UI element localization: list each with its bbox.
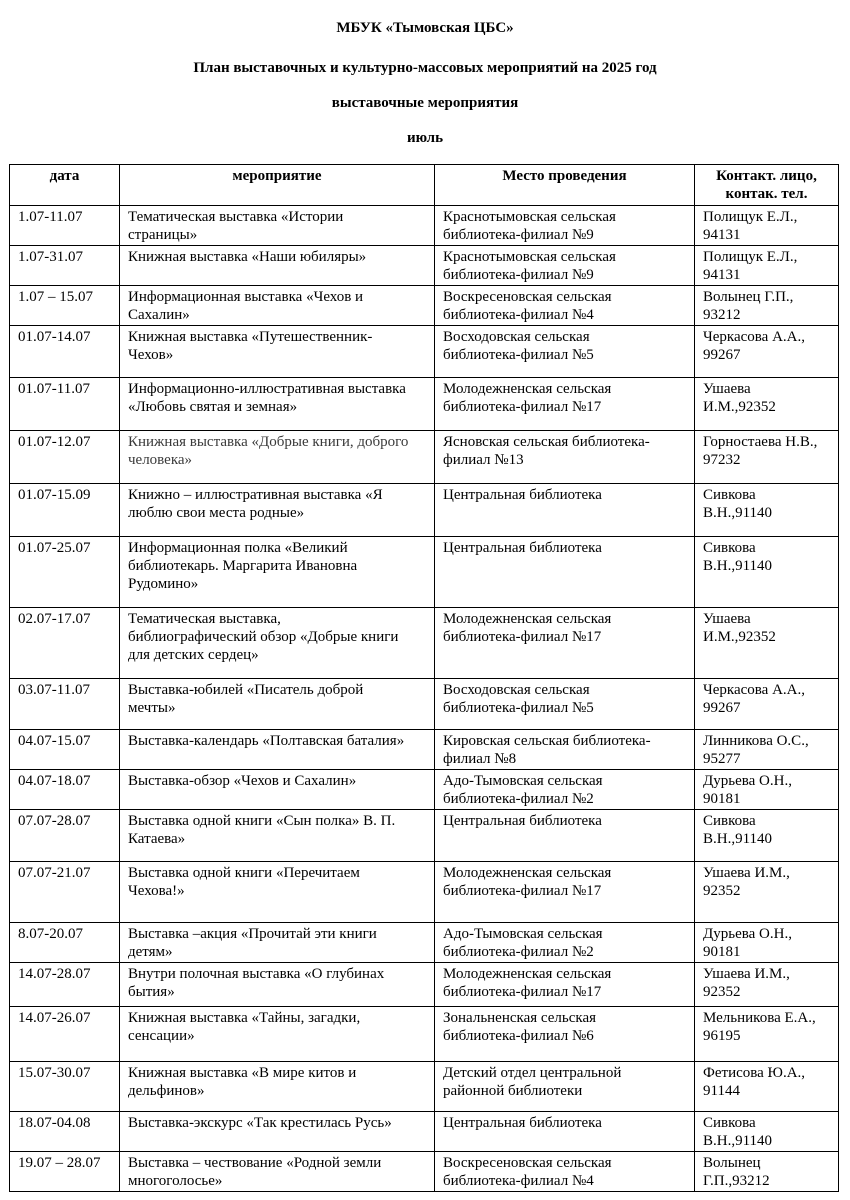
cell-contact: Черкасова А.А., 99267 <box>695 679 839 730</box>
table-row <box>10 246 839 286</box>
cell-event: Выставка –акция «Прочитай эти книги детям» <box>120 923 435 963</box>
cell-contact: Сивкова В.Н.,91140 <box>695 1112 839 1152</box>
cell-date: 19.07 – 28.07 <box>10 1152 120 1192</box>
cell-date: 01.07-15.09 <box>10 484 120 537</box>
cell-event: Информационная полка «Великий библиотекарь. Маргарита Ивановна Рудомино» <box>120 537 435 608</box>
cell-place: Центральная библиотека <box>435 484 695 537</box>
cell-place: Молодежненская сельская библиотека-филиал №17 <box>435 608 695 679</box>
column-header-event: мероприятие <box>120 165 435 206</box>
cell-place: Центральная библиотека <box>435 810 695 862</box>
cell-date: 01.07-12.07 <box>10 431 120 484</box>
table-row <box>10 1152 839 1192</box>
cell-date: 04.07-15.07 <box>10 730 120 770</box>
cell-date: 1.07 – 15.07 <box>10 286 120 326</box>
cell-place: Краснотымовская сельская библиотека-филиал №9 <box>435 206 695 246</box>
table-row <box>10 862 839 923</box>
cell-place: Молодежненская сельская библиотека-филиал №17 <box>435 963 695 1007</box>
table-row <box>10 537 839 608</box>
cell-event: Книжно – иллюстративная выставка «Я люблю свои места родные» <box>120 484 435 537</box>
cell-contact: Полищук Е.Л., 94131 <box>695 246 839 286</box>
cell-event: Книжная выставка «Добрые книги, доброго человека» <box>120 431 435 484</box>
plan-title: План выставочных и культурно-массовых мероприятий на 2025 год <box>193 60 657 76</box>
cell-contact: Сивкова В.Н.,91140 <box>695 810 839 862</box>
cell-place: Детский отдел центральной районной библиотеки <box>435 1062 695 1112</box>
cell-place: Адо-Тымовская сельская библиотека-филиал №2 <box>435 923 695 963</box>
cell-place: Восходовская сельская библиотека-филиал №5 <box>435 326 695 378</box>
month-title: июль <box>406 130 444 146</box>
table-row <box>10 1112 839 1152</box>
cell-contact: Черкасова А.А., 99267 <box>695 326 839 378</box>
cell-contact: Сивкова В.Н.,91140 <box>695 537 839 608</box>
cell-event: Внутри полочная выставка «О глубинах бытия» <box>120 963 435 1007</box>
cell-contact: Волынец Г.П.,93212 <box>695 1152 839 1192</box>
table-header-row <box>10 165 839 206</box>
column-header-place: Место проведения <box>435 165 695 206</box>
column-header-contact: Контакт. лицо, контак. тел. <box>695 165 839 206</box>
cell-contact: Дурьева О.Н., 90181 <box>695 923 839 963</box>
table-row <box>10 923 839 963</box>
table-row <box>10 206 839 246</box>
table-row <box>10 679 839 730</box>
cell-contact: Ушаева И.М.,92352 <box>695 378 839 431</box>
table-row <box>10 608 839 679</box>
cell-place: Ясновская сельская библиотека- филиал №13 <box>435 431 695 484</box>
cell-contact: Сивкова В.Н.,91140 <box>695 484 839 537</box>
cell-date: 1.07-11.07 <box>10 206 120 246</box>
cell-date: 8.07-20.07 <box>10 923 120 963</box>
cell-date: 1.07-31.07 <box>10 246 120 286</box>
organization-title: МБУК «Тымовская ЦБС» <box>336 20 514 36</box>
cell-date: 14.07-28.07 <box>10 963 120 1007</box>
table-row <box>10 326 839 378</box>
cell-place: Адо-Тымовская сельская библиотека-филиал №2 <box>435 770 695 810</box>
cell-place: Центральная библиотека <box>435 1112 695 1152</box>
cell-event: Книжная выставка «Наши юбиляры» <box>120 246 435 286</box>
cell-contact: Фетисова Ю.А., 91144 <box>695 1062 839 1112</box>
cell-contact: Линникова О.С., 95277 <box>695 730 839 770</box>
cell-event: Выставка одной книги «Перечитаем Чехова!» <box>120 862 435 923</box>
cell-event: Книжная выставка «В мире китов и дельфинов» <box>120 1062 435 1112</box>
cell-place: Центральная библиотека <box>435 537 695 608</box>
cell-date: 14.07-26.07 <box>10 1007 120 1062</box>
table-row <box>10 963 839 1007</box>
cell-date: 01.07-25.07 <box>10 537 120 608</box>
table-row <box>10 1007 839 1062</box>
cell-contact: Горностаева Н.В., 97232 <box>695 431 839 484</box>
table-row <box>10 431 839 484</box>
cell-event: Информационная выставка «Чехов и Сахалин» <box>120 286 435 326</box>
cell-event: Выставка одной книги «Сын полка» В. П. Катаева» <box>120 810 435 862</box>
cell-date: 02.07-17.07 <box>10 608 120 679</box>
cell-event: Информационно-иллюстративная выставка «Любовь святая и земная» <box>120 378 435 431</box>
cell-event: Выставка-календарь «Полтавская баталия» <box>120 730 435 770</box>
cell-event: Книжная выставка «Тайны, загадки, сенсации» <box>120 1007 435 1062</box>
cell-contact: Ушаева И.М., 92352 <box>695 963 839 1007</box>
cell-place: Воскресеновская сельская библиотека-филиал №4 <box>435 286 695 326</box>
cell-date: 07.07-21.07 <box>10 862 120 923</box>
cell-event: Тематическая выставка, библиографический обзор «Добрые книги для детских сердец» <box>120 608 435 679</box>
table-row <box>10 1062 839 1112</box>
cell-place: Краснотымовская сельская библиотека-филиал №9 <box>435 246 695 286</box>
table-row <box>10 810 839 862</box>
table-row <box>10 286 839 326</box>
cell-contact: Полищук Е.Л., 94131 <box>695 206 839 246</box>
cell-contact: Мельникова Е.А., 96195 <box>695 1007 839 1062</box>
cell-place: Кировская сельская библиотека- филиал №8 <box>435 730 695 770</box>
cell-event: Выставка – чествование «Родной земли многоголосье» <box>120 1152 435 1192</box>
table-row <box>10 770 839 810</box>
cell-contact: Дурьева О.Н., 90181 <box>695 770 839 810</box>
cell-contact: Ушаева И.М., 92352 <box>695 862 839 923</box>
table-row <box>10 730 839 770</box>
cell-contact: Волынец Г.П., 93212 <box>695 286 839 326</box>
cell-date: 04.07-18.07 <box>10 770 120 810</box>
cell-event: Выставка-обзор «Чехов и Сахалин» <box>120 770 435 810</box>
cell-date: 01.07-14.07 <box>10 326 120 378</box>
cell-place: Зональненская сельская библиотека-филиал №6 <box>435 1007 695 1062</box>
table-row <box>10 484 839 537</box>
cell-event: Книжная выставка «Путешественник- Чехов» <box>120 326 435 378</box>
column-header-date: дата <box>10 165 120 206</box>
cell-date: 03.07-11.07 <box>10 679 120 730</box>
cell-place: Молодежненская сельская библиотека-филиал №17 <box>435 378 695 431</box>
events-table <box>9 164 839 1192</box>
cell-event: Тематическая выставка «Истории страницы» <box>120 206 435 246</box>
cell-event: Выставка-юбилей «Писатель доброй мечты» <box>120 679 435 730</box>
section-title: выставочные мероприятия <box>331 95 519 111</box>
cell-contact: Ушаева И.М.,92352 <box>695 608 839 679</box>
cell-date: 01.07-11.07 <box>10 378 120 431</box>
cell-place: Воскресеновская сельская библиотека-филиал №4 <box>435 1152 695 1192</box>
table-row <box>10 378 839 431</box>
cell-place: Восходовская сельская библиотека-филиал №5 <box>435 679 695 730</box>
cell-event: Выставка-экскурс «Так крестилась Русь» <box>120 1112 435 1152</box>
cell-date: 15.07-30.07 <box>10 1062 120 1112</box>
cell-place: Молодежненская сельская библиотека-филиал №17 <box>435 862 695 923</box>
cell-date: 07.07-28.07 <box>10 810 120 862</box>
cell-date: 18.07-04.08 <box>10 1112 120 1152</box>
